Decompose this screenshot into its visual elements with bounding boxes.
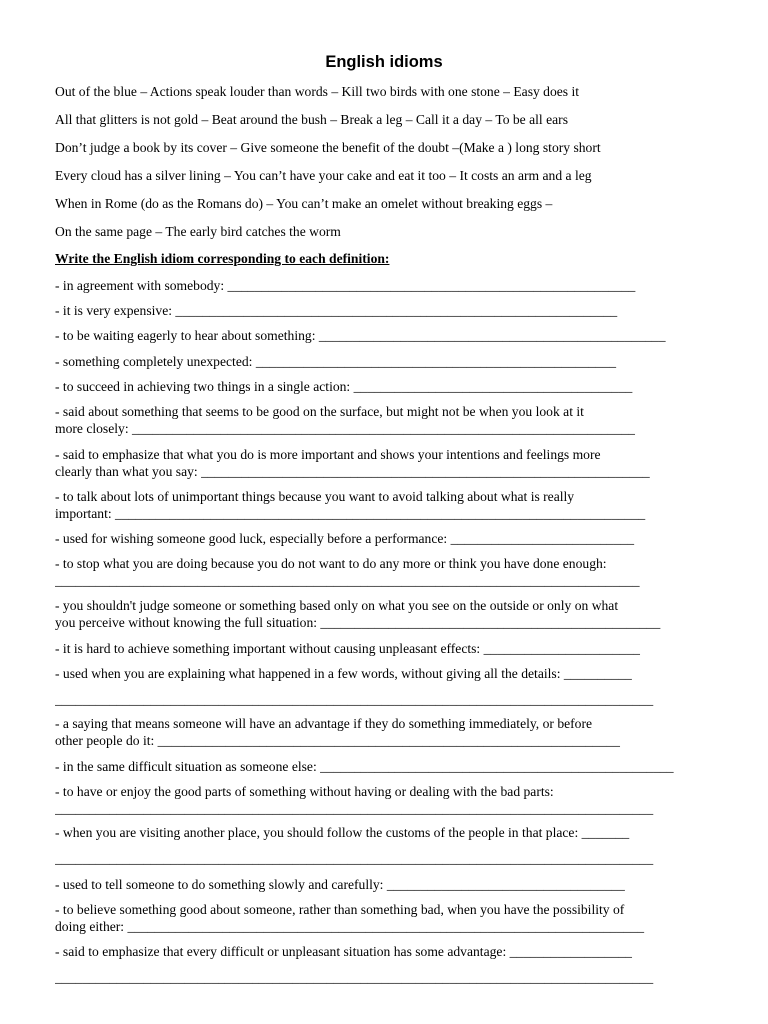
- idiom-bank-line: Every cloud has a silver lining – You can’t have your cake and eat it too – It costs an arm and a leg: [55, 168, 592, 183]
- definition-text: - to stop what you are doing because you do not want to do any more or think you have done enough:: [55, 556, 607, 571]
- definition-text: - said about something that seems to be good on the surface, but might not be when you look at it: [55, 404, 584, 419]
- definition-text: - to have or enjoy the good parts of something without having or dealing with the bad parts:: [55, 784, 554, 799]
- definition-text: - used to tell someone to do something slowly and carefully: ___________________________________: [55, 877, 625, 892]
- definition-text: - to talk about lots of unimportant things because you want to avoid talking about what is really: [55, 489, 575, 504]
- answer-line: ________________________________________________________________________________________: [55, 692, 654, 707]
- definition-text: - you shouldn't judge someone or something based only on what you see on the outside or only on what: [55, 598, 619, 613]
- definition-item: [55, 555, 720, 589]
- definition-text: - a saying that means someone will have an advantage if they do something immediately, or before: [55, 716, 593, 731]
- definition-text: - it is very expensive: _________________________________________________________________: [55, 303, 618, 318]
- definition-item: [55, 824, 720, 867]
- definition-text: - something completely unexpected: _____________________________________________________: [55, 354, 617, 369]
- definition-text: - to be waiting eagerly to hear about something: ___________________________________________________: [55, 328, 666, 343]
- definition-item: [55, 901, 720, 935]
- definition-item: [55, 530, 720, 547]
- definition-item: [55, 597, 720, 631]
- definition-text: - used when you are explaining what happened in a few words, without giving all the details: __________: [55, 666, 632, 681]
- answer-line: ________________________________________________________________________________________: [55, 851, 654, 866]
- answer-line: more closely: __________________________________________________________________________: [55, 421, 635, 436]
- definition-item: [55, 353, 720, 370]
- definition-item: [55, 277, 720, 294]
- answer-line: other people do it: ____________________________________________________________________: [55, 733, 620, 748]
- answer-line: important: ______________________________________________________________________________: [55, 506, 646, 521]
- definition-item: [55, 302, 720, 319]
- definition-text: - it is hard to achieve something important without causing unpleasant effects: _______________________: [55, 641, 640, 656]
- definition-text: - to believe something good about someone, rather than something bad, when you have the possibility of: [55, 902, 625, 917]
- definition-text: - in agreement with somebody: ____________________________________________________________: [55, 278, 636, 293]
- idiom-bank-line: On the same page – The early bird catches the worm: [55, 224, 341, 239]
- idiom-bank: [55, 83, 745, 251]
- answer-line: ______________________________________________________________________________________: [55, 573, 640, 588]
- answer-line: ________________________________________________________________________________________: [55, 801, 654, 816]
- definition-item: [55, 488, 720, 522]
- definition-item: [55, 715, 720, 749]
- answer-line: doing either: ____________________________________________________________________________: [55, 919, 645, 934]
- definition-item: [55, 403, 720, 437]
- definition-item: [55, 783, 720, 817]
- answer-line: you perceive without knowing the full situation: __________________________________________________: [55, 615, 661, 630]
- idiom-bank-line: When in Rome (do as the Romans do) – You can’t make an omelet without breaking eggs –: [55, 196, 553, 211]
- definition-item: [55, 665, 720, 708]
- definition-item: [55, 943, 720, 986]
- idiom-bank-line: All that glitters is not gold – Beat around the bush – Break a leg – Call it a day – To be all ears: [55, 112, 568, 127]
- definition-item: [55, 758, 720, 775]
- definition-text: - when you are visiting another place, you should follow the customs of the people in that place: _______: [55, 825, 630, 840]
- definition-item: [55, 876, 720, 893]
- definition-text: - in the same difficult situation as someone else: ____________________________________________________: [55, 759, 674, 774]
- definition-text: - said to emphasize that every difficult or unpleasant situation has some advantage: __________________: [55, 944, 632, 959]
- answer-line: ________________________________________________________________________________________: [55, 970, 654, 985]
- definition-text: - to succeed in achieving two things in a single action: _________________________________________: [55, 379, 633, 394]
- idiom-bank-line: Don’t judge a book by its cover – Give someone the benefit of the doubt –(Make a ) long story short: [55, 140, 601, 155]
- definition-item: [55, 327, 720, 344]
- definition-item: [55, 378, 720, 395]
- definition-item: [55, 640, 720, 657]
- definition-text: - said to emphasize that what you do is more important and shows your intentions and feelings more: [55, 447, 601, 462]
- definition-text: - used for wishing someone good luck, especially before a performance: ___________________________: [55, 531, 635, 546]
- page-title: English idioms: [325, 53, 443, 71]
- answer-line: clearly than what you say: __________________________________________________________________: [55, 464, 650, 479]
- instructions-heading: Write the English idiom corresponding to each definition:: [55, 251, 390, 266]
- definition-item: [55, 446, 720, 480]
- idiom-bank-line: Out of the blue – Actions speak louder than words – Kill two birds with one stone – Easy does it: [55, 84, 580, 99]
